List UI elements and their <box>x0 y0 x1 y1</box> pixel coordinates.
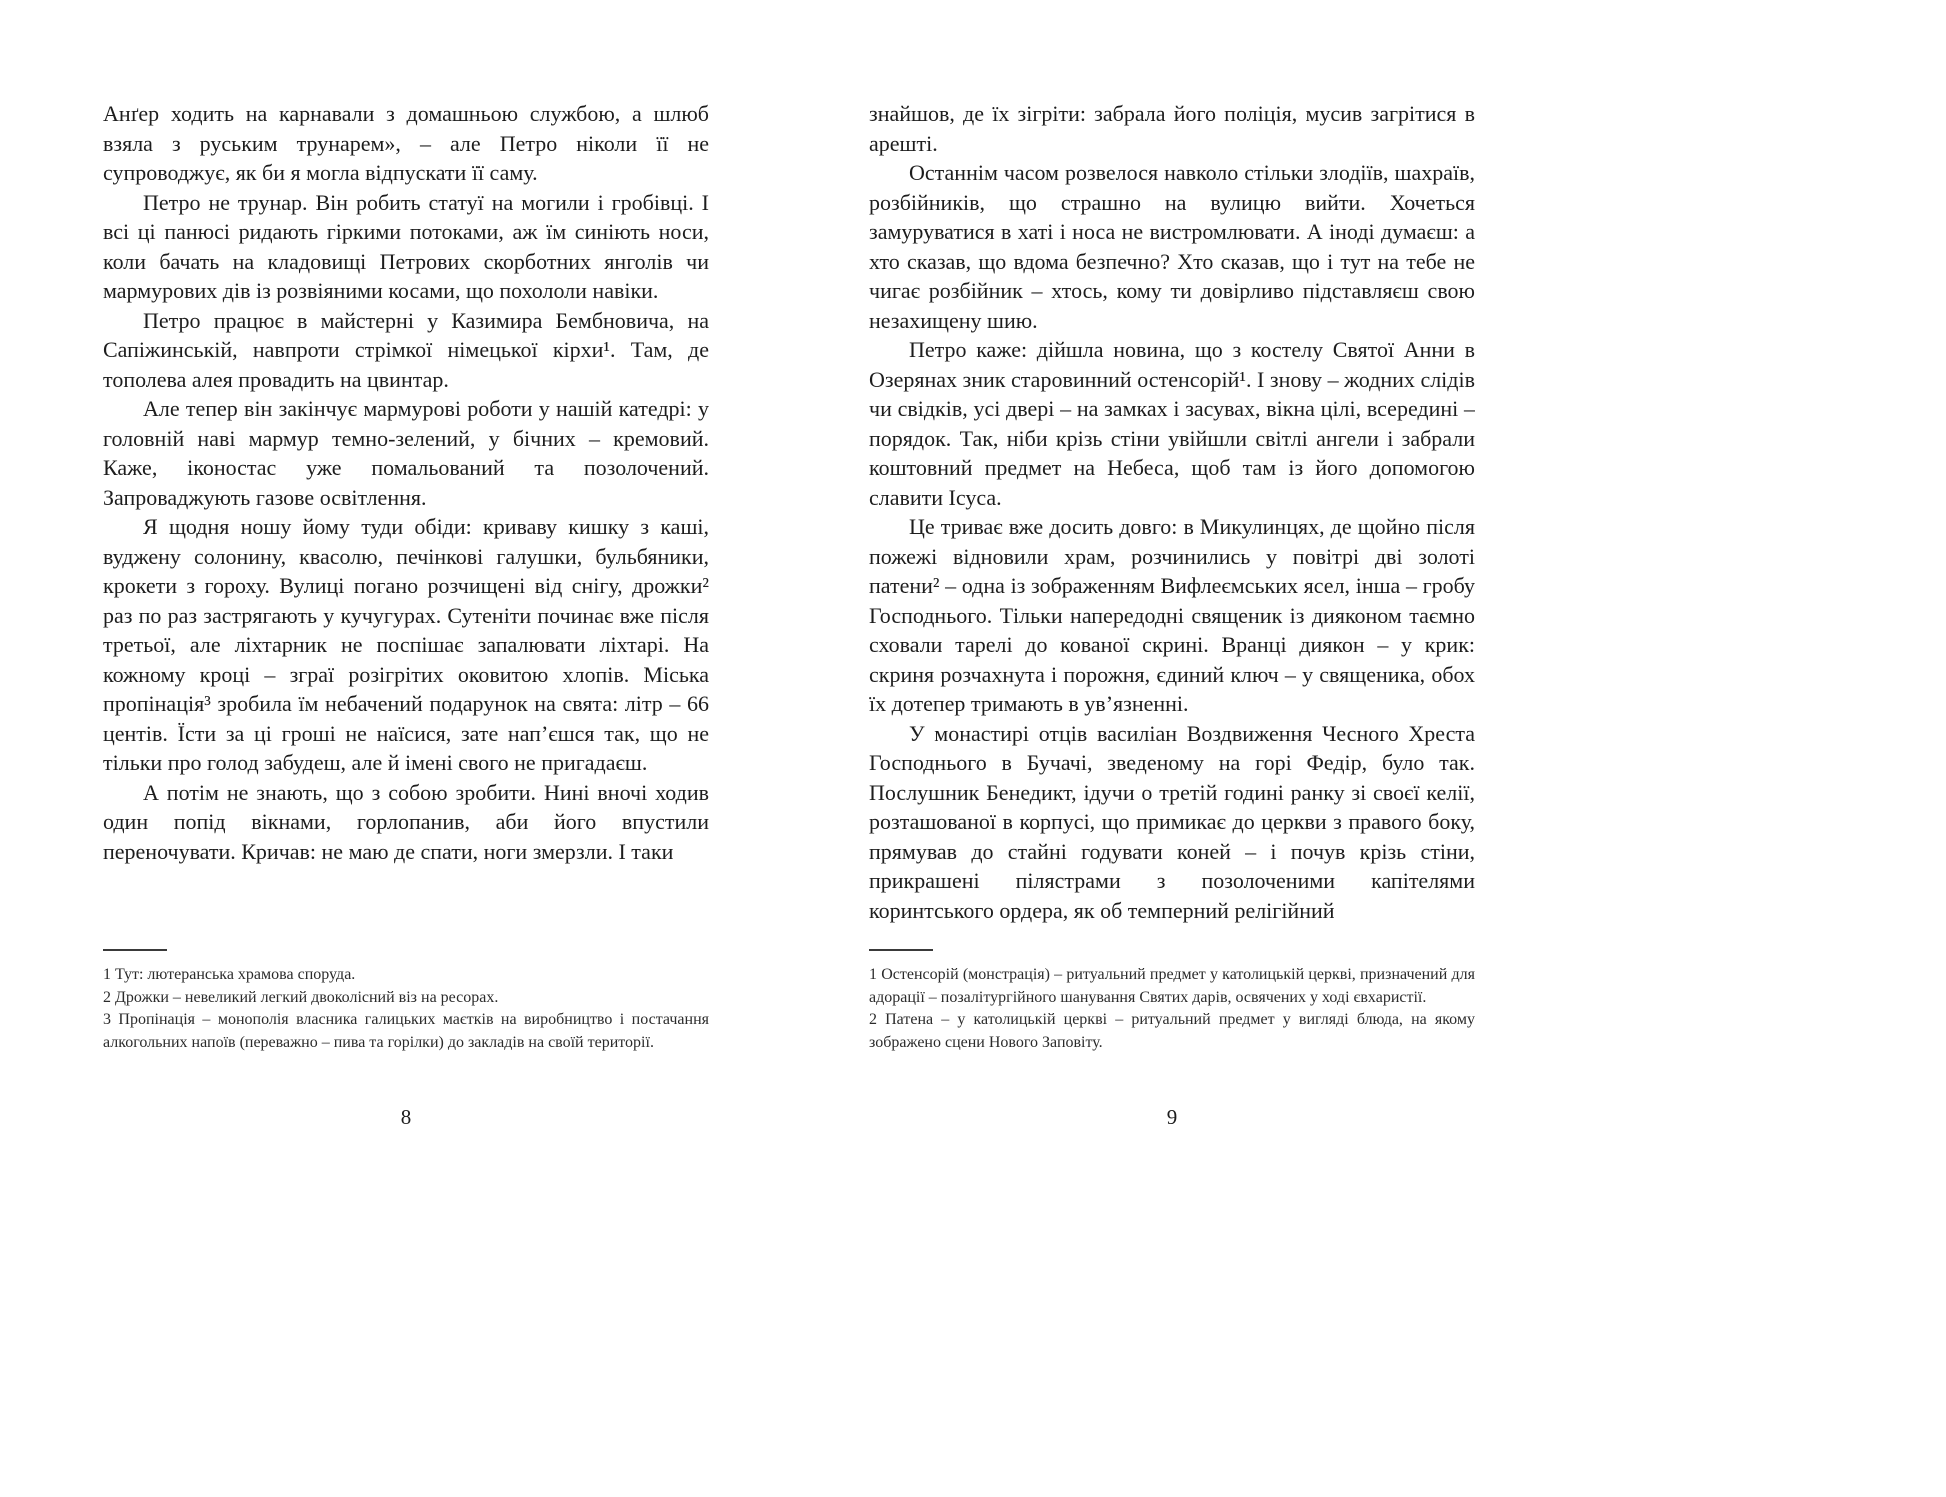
paragraph: У монастирі отців василіан Воздвиження Чесного Хреста Господнього в Бучачі, зведеному на горі Федір, було так. Послушник Бенедикт, ідучи о третій годині ранку зі своєї келії, розташованої в корпусі, що примикає до церкви з правого боку, прямував до стайні годувати коней – і почув крізь стіни, прикрашені пілястрами з позолоченими капітелями коринтського ордера, як об темперний релігійний <box>869 720 1475 923</box>
paragraph: Петро не трунар. Він робить статуї на могили і гробівці. І всі ці панюсі ридають гіркими потоками, аж їм синіють носи, коли бачать на кладовищі Петрових скорботних янголів чи мармурових дів із розвіяними косами, що похололи навіки. <box>103 189 709 303</box>
footnote-rule <box>103 949 167 951</box>
footnote: 1 Тут: лютеранська храмова споруда. <box>103 966 356 983</box>
footnote: 2 Патена – у католицькій церкві – ритуальний предмет у вигляді блюда, на якому зображено сцени Нового Заповіту. <box>869 1011 1475 1051</box>
paragraph: Петро каже: дійшла новина, що з костелу Святої Анни в Озерянах зник старовинний остенсорій¹. І знову – жодних слідів чи свідків, усі двері – на замках і засувах, вікна цілі, всередині – порядок. Так, ніби крізь стіни увійшли світлі ангели і забрали коштовний предмет на Небеса, щоб там із його допомогою славити Ісуса. <box>869 337 1475 510</box>
page-right <box>869 99 1475 1259</box>
footnote: 1 Остенсорій (монстрація) – ритуальний предмет у католицькій церкві, призначений для адорації – позалітургійного шанування Святих дарів, освячених у ході євхаристії. <box>869 966 1475 1006</box>
page-number-right: 9 <box>1166 1105 1178 1129</box>
footnote-rule <box>869 949 933 951</box>
paragraph: Але тепер він закінчує мармурові роботи у нашій катедрі: у головній наві мармур темно-зелений, у бічних – кремовий. Каже, іконостас уже помальований та позолочений. Запроваджують газове освітлення. <box>103 396 709 510</box>
page-left <box>103 99 709 1259</box>
paragraph: Я щодня ношу йому туди обіди: криваву кишку з каші, вуджену солонину, квасолю, печінкові галушки, бульбяники, крокети з гороху. Вулиці погано розчищені від снігу, дрожки² раз по раз застрягають у кучугурах. Сутеніти починає вже після третьої, але ліхтарник не поспішає запалювати ліхтарі. На кожному кроці – зграї розігрітих оковитою хлопів. Міська пропінація³ зробила їм небачений подарунок на свята: літр – 66 центів. Їсти за ці гроші не наїсися, зате нап’єшся так, що не тільки про голод забудеш, але й імені свого не пригадаєш. <box>103 514 709 775</box>
page-right-body <box>869 99 1475 941</box>
footnote: 2 Дрожки – невеликий легкий двоколісний віз на ресорах. <box>103 988 499 1006</box>
paragraph: Останнім часом розвелося навколо стільки злодіїв, шахраїв, розбійників, що страшно на вулицю вийти. Хочеться замуруватися в хаті і носа не вистромлювати. А іноді думаєш: а хто сказав, що вдома безпечно? Хто сказав, що і тут на тебе не чигає розбійник – хтось, кому ти довірливо підставляєш свою незахищену шию. <box>869 160 1475 333</box>
page-number-left: 8 <box>400 1105 412 1129</box>
page-left-footnotes <box>103 949 709 1054</box>
paragraph: Це триває вже досить довго: в Микулинцях, де щойно після пожежі відновили храм, розчинились у повітрі дві золоті патени² – одна із зображенням Вифлеємських ясел, інша – гробу Господнього. Тільки напередодні священик із дияконом таємно сховали тарелі до кованої скрині. Вранці диякон – у крик: скриня розчахнута і порожня, єдиний ключ – у священика, обох їх дотепер тримають в ув’язненні. <box>869 514 1475 716</box>
page-left-body <box>103 99 709 941</box>
paragraph: знайшов, де їх зігріти: забрала його поліція, мусив загрітися в арешті. <box>869 101 1475 156</box>
footnote: 3 Пропінація – монополія власника галицьких маєтків на виробництво і постачання алкогольних напоїв (переважно – пива та горілки) до закладів на своїй території. <box>103 1011 709 1051</box>
page-right-footnotes <box>869 949 1475 1054</box>
paragraph: Петро працює в майстерні у Казимира Бембновича, на Сапіжинській, навпроти стрімкої німецької кірхи¹. Там, де тополева алея провадить на цвинтар. <box>103 307 709 392</box>
paragraph: Анґер ходить на карнавали з домашньою службою, а шлюб взяла з руським трунарем», – але Петро ніколи її не супроводжує, як би я могла відпускати її саму. <box>103 101 709 185</box>
paragraph: А потім не знають, що з собою зробити. Нині вночі ходив один попід вікнами, горлопанив, аби його впустили переночувати. Кричав: не маю де спати, ноги змерзли. І таки <box>103 779 709 864</box>
